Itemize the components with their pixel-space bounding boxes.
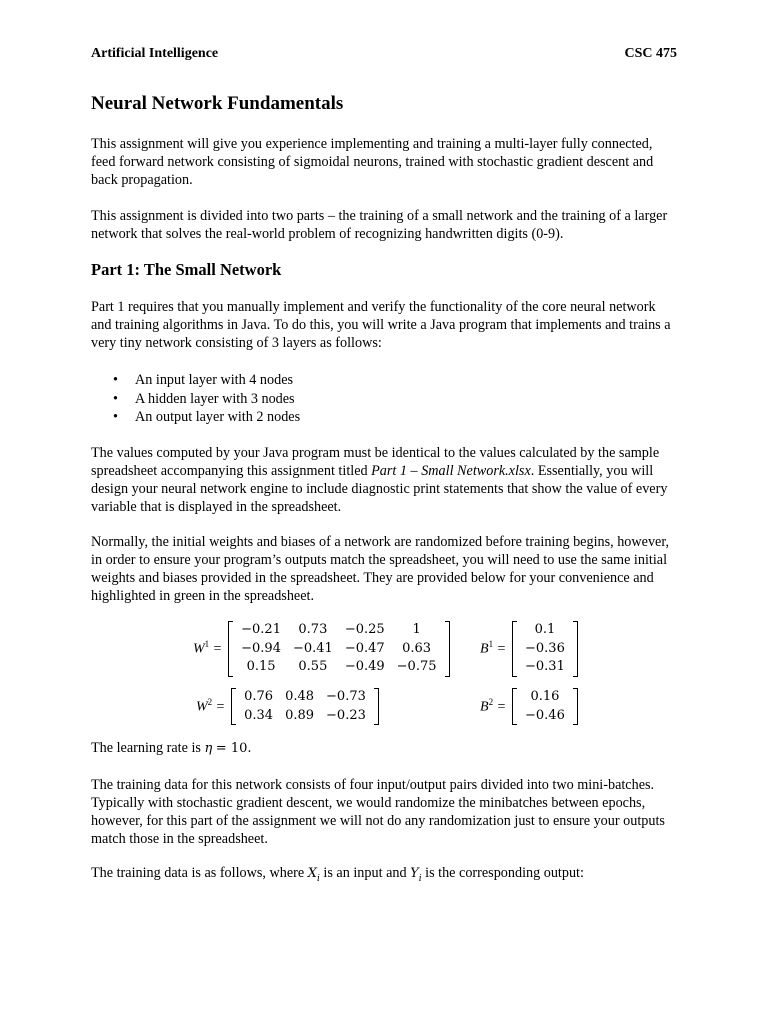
matrix-cell: 0.1 (534, 622, 556, 637)
part1-paragraph-1: Part 1 requires that you manually implement and verify the functionality of the core neural network and training algorithms in Java. To do this, you will write a Java program that implements and trains a very tiny network consisting of 3 layers as follows: (91, 299, 671, 351)
p5-text-3: is the corresponding output: (421, 865, 584, 881)
y-subscript: i (418, 873, 422, 884)
matrix-w1 (228, 621, 449, 677)
matrix-cell: 0.34 (244, 707, 274, 723)
matrix-w2-equation (196, 688, 379, 725)
spreadsheet-filename: Part 1 – Small Network.xlsx (371, 463, 531, 479)
learning-rate-line (91, 739, 677, 758)
matrix-cell: 0.73 (298, 622, 328, 637)
header-course-code: CSC 475 (624, 46, 677, 61)
matrix-row (519, 688, 571, 707)
matrix-cell: −0.49 (344, 659, 385, 674)
matrix-w1-label: $W^1$ = (193, 639, 223, 658)
matrix-cell: 0.63 (402, 640, 432, 656)
matrix-superscript: 2 (207, 697, 213, 708)
matrix-row (238, 688, 372, 707)
matrix-b1-equation (480, 621, 578, 677)
part1-paragraph-3: Normally, the initial weights and biases of a network are randomized before training begins, however, in order to ensure your program’s outputs match the spreadsheet, you will need to use the same initial weights and biases provided in the spreadsheet. They are provided below for your convenience and highlighted in green in the spreadsheet. (91, 534, 670, 604)
learning-rate-text: The learning rate is (91, 740, 205, 756)
part1-heading: Part 1: The Small Network (91, 260, 282, 279)
matrix-cell: −0.21 (241, 622, 281, 637)
matrix-row (238, 707, 372, 726)
matrix-b2-equation (480, 688, 578, 725)
matrix-row (519, 621, 571, 640)
matrix-cell: −0.94 (241, 640, 281, 656)
matrix-row (519, 658, 571, 677)
matrix-cell: −0.47 (344, 640, 385, 656)
learning-rate-value: = 10. (215, 741, 252, 756)
matrix-cell: 0.48 (285, 689, 315, 704)
x-variable: X (307, 866, 317, 881)
layer-list (91, 371, 300, 427)
matrix-cell: −0.75 (396, 659, 437, 674)
list-item: • A hidden layer with 3 nodes (91, 390, 300, 409)
matrix-superscript: 2 (488, 697, 494, 708)
matrix-cell: −0.73 (326, 689, 366, 704)
matrix-b2-label: $B^2$ = (480, 697, 507, 715)
matrix-b1-label: $B^1$ = (480, 639, 507, 658)
matrix-superscript: 1 (204, 639, 210, 650)
matrix-row (235, 621, 442, 640)
list-item: • An output layer with 2 nodes (91, 408, 300, 427)
x-subscript: i (316, 873, 320, 884)
matrix-superscript: 1 (488, 639, 494, 650)
matrix-cell: 0.16 (530, 689, 560, 704)
part1-paragraph-5 (91, 864, 677, 888)
matrix-name: W (193, 642, 205, 658)
part1-paragraph-2 (91, 444, 677, 516)
page-title: Neural Network Fundamentals (91, 93, 344, 114)
header-course-name: Artificial Intelligence (91, 46, 219, 61)
matrix-cell: −0.46 (525, 707, 565, 723)
matrix-cell: 0.89 (285, 707, 315, 723)
y-variable: Y (410, 866, 419, 881)
matrix-w2 (231, 688, 379, 725)
p5-text-1: The training data is as follows, where (91, 865, 308, 881)
list-item: • An input layer with 4 nodes (91, 371, 300, 390)
matrix-row (235, 658, 442, 677)
matrix-row (235, 640, 442, 659)
matrix-cell: 0.15 (246, 659, 276, 674)
part1-paragraph-4: The training data for this network consists of four input/output pairs divided into two mini-batches. Typically with stochastic gradient descent, we would randomize the minibatches between epochs, however, for this part of the assignment we will not do any randomization just to ensure your outputs match those in the spreadsheet. (91, 777, 665, 847)
intro-paragraph-2: This assignment is divided into two parts – the training of a small network and the training of a larger network that solves the real-world problem of recognizing handwritten digits (0-9). (91, 208, 668, 242)
matrix-w1-equation (193, 621, 450, 677)
matrix-row (519, 707, 571, 726)
matrix-cell: −0.31 (525, 659, 565, 674)
matrix-cell: −0.23 (326, 707, 366, 723)
matrix-row (519, 640, 571, 659)
matrix-w2-label: $W^2$ = (196, 697, 226, 715)
p2-text-after: . Essentially, you will design your neural network engine to include diagnostic print statements that show the value of every variable that is displayed in the spreadsheet. (91, 463, 668, 515)
p2-text-before: The values computed by your Java program must be identical to the values calculated by the sample spreadsheet accompanying this assignment titled (91, 445, 660, 479)
p5-text-2: is an input and (319, 865, 411, 881)
matrix-cell: 0.76 (244, 689, 274, 704)
matrix-cell: 0.55 (298, 659, 328, 674)
matrix-name: B (480, 642, 489, 658)
matrix-cell: −0.36 (525, 640, 565, 656)
matrix-name: B (480, 699, 489, 715)
intro-paragraph-1: This assignment will give you experience implementing and training a multi-layer fully connected, feed forward network consisting of sigmoidal neurons, trained with stochastic gradient descent and back propagation. (91, 136, 654, 188)
matrix-cell: −0.25 (344, 622, 385, 637)
matrix-name: W (196, 699, 208, 715)
matrix-cell: −0.41 (292, 640, 333, 656)
matrix-b1 (512, 621, 578, 677)
matrix-b2 (512, 688, 578, 725)
eta-symbol: η (204, 741, 213, 756)
matrix-cell: 1 (412, 622, 421, 637)
